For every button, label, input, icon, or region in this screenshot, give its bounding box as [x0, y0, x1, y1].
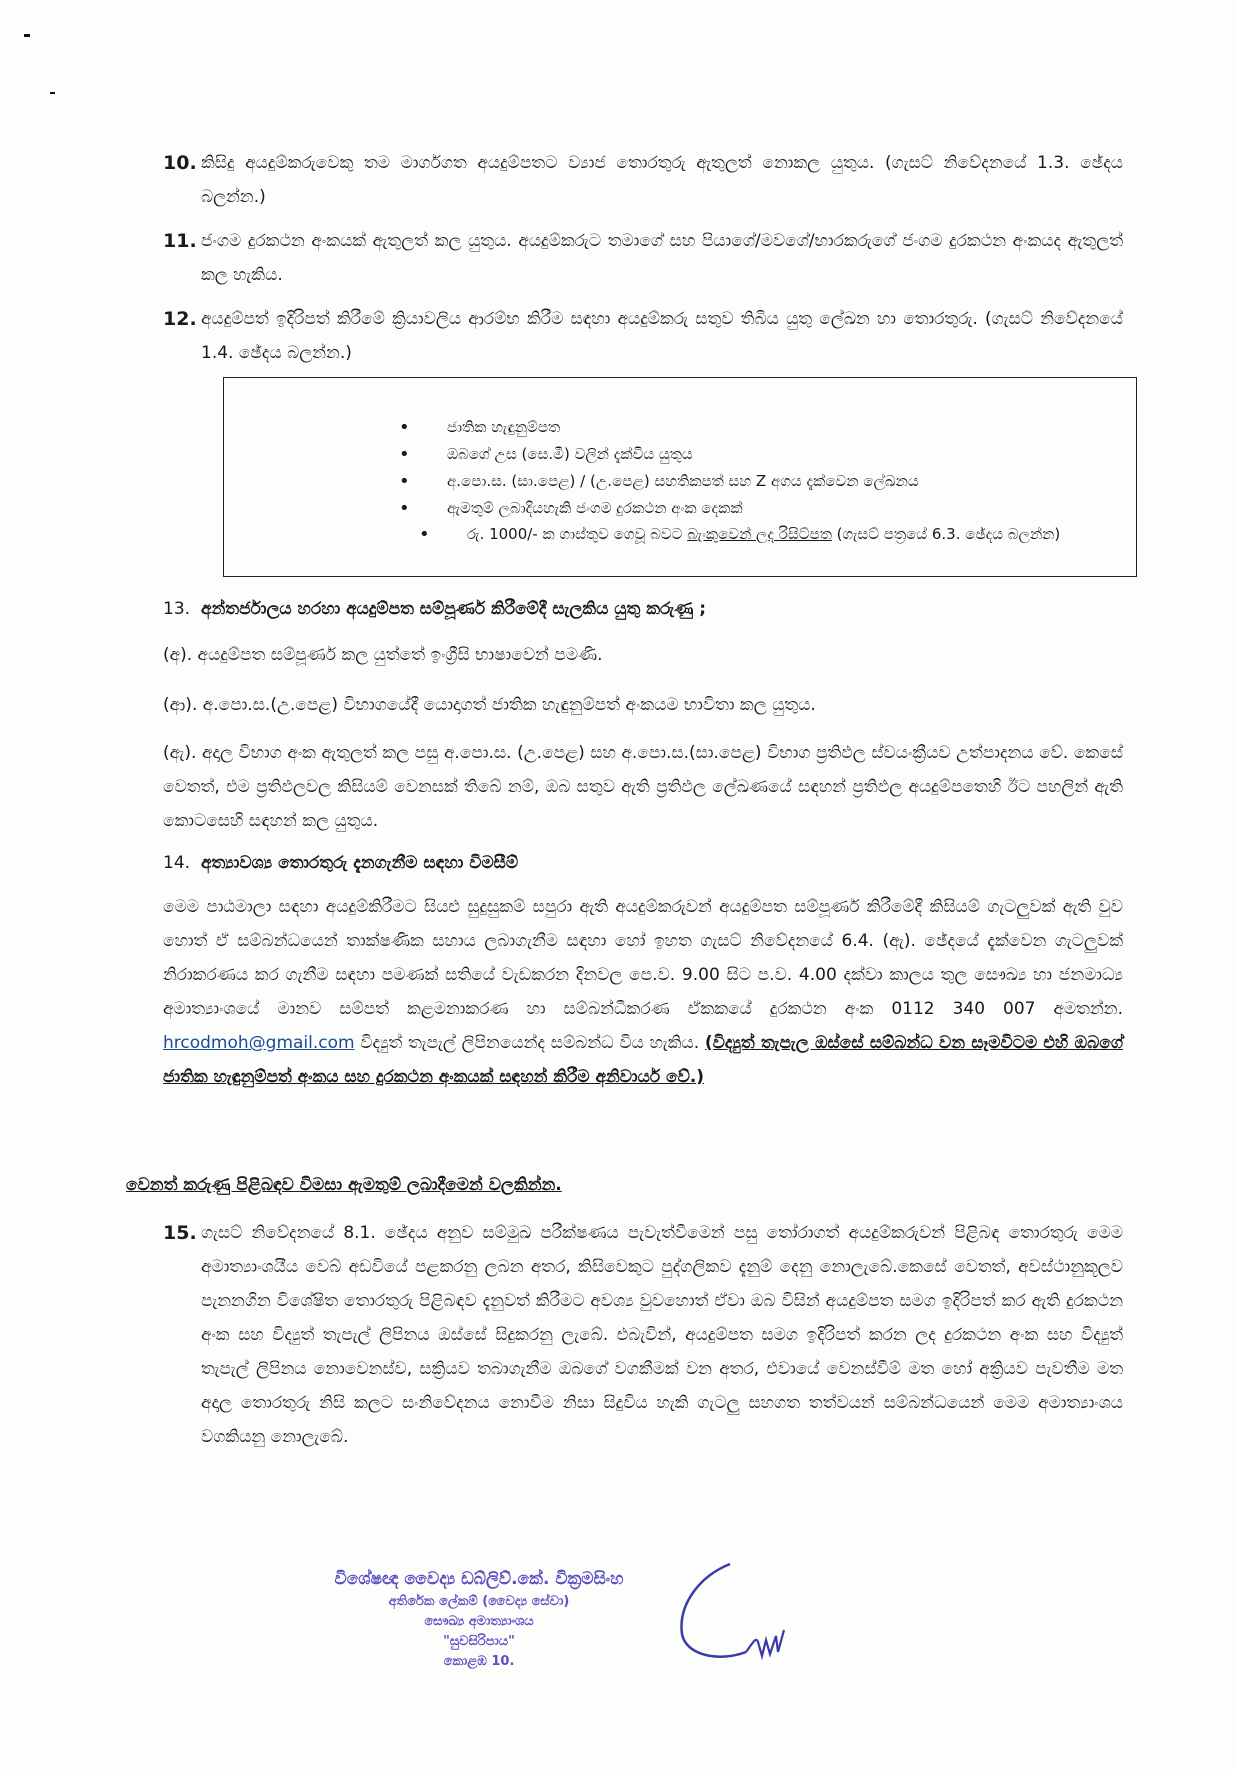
- scan-speck: [24, 34, 30, 37]
- sub-item-text: (ගැසට් පත්‍රයේ 6.3. ඡේදය බලන්න): [836, 525, 1061, 543]
- bank-receipt-text: බැංකුවෙන් ලද රිසිට්පත: [687, 525, 832, 543]
- section-heading: අත්‍යාවශ්‍ය තොරතුරු දැනගැනීම සඳහා විමසීම්: [201, 853, 519, 873]
- stamp-ministry: සෞඛ්‍ය අමාත්‍යාංශය: [424, 1614, 534, 1629]
- section14-body: [163, 890, 1123, 1094]
- item-15: [163, 1216, 1123, 1454]
- item-number: 11.: [163, 230, 197, 252]
- stamp-title: අතිරේක ලේකම් (වෛද්‍ය සේවා): [388, 1594, 570, 1609]
- list-item: • ජාතික හැඳුනුම්පත: [399, 414, 1099, 441]
- required-documents-box: [223, 377, 1137, 577]
- section13-a: (අ). අයදුම්පත සම්පූර්ණ කල යුත්තේ ඉංග්‍රීසි භාෂාවෙන් පමණි.: [163, 645, 603, 665]
- item-12: [163, 302, 1123, 370]
- item-number: 14.: [163, 853, 191, 873]
- stamp-name: විශේෂඥ වෛද්‍ය ඩබ්ලිව්.කේ. වික්‍රමසිංහ: [334, 1569, 624, 1589]
- stamp-city: කොළඹ 10.: [443, 1654, 515, 1669]
- other-matters-note: වෙනත් කරුණු පිළිබඳව විමසා ඇමතුම් ලබාදීමෙන් වලකින්න.: [126, 1175, 562, 1195]
- section13-ae: (ඇ). අදාල විභාග අංක ඇතුලත් කල පසු අ.පො.ස. (උ.පෙළ) සහ අ.පො.ස.(සා.පෙළ) විභාග ප්‍රතිඵල ස්වයංක්‍රීයව උත්පාදනය වේ. කෙසේ වෙතත්, එම ප්‍රතිඵලවල කිසියම් වෙනසක් තිබේ නම්, ඔබ සතුව ඇති ප්‍රතිඵල ලේඛණයේ සඳහන් ප්‍රතිඵල අයදුම්පතෙහි ඊට පහලින් ඇති කොටසෙහි සඳහන් කල යුතුය.: [163, 743, 1123, 831]
- list-item: • අ.පො.ස. (සා.පෙළ) / (උ.පෙළ) සහතිකපත් සහ Z අගය දැක්වෙන ලේඛනය: [399, 468, 1099, 495]
- official-stamp: [264, 1567, 694, 1707]
- item-14: [163, 846, 1123, 880]
- section14-text: මෙම පාඨමාලා සඳහා අයදුම්කිරීමට සියළු සුදුසුකම් සපුරා ඇති අයදුම්කරුවන් අයදුම්පත සම්පූර්ණ කිරීමේදී කිසියම් ගැටලුවක් ඇති වුව හොත් ඒ සම්බන්ධයෙන් තාක්ෂණික සහාය ලබාගැනීම සඳහා හෝ ඉහත ගැසට් නිවේදනයේ 6.4. (ඇ). ඡේදයේ දැක්වෙන ගැටලුවක් නිරාකරණය කර ගැනීම සඳහා පමණක් සතියේ වැඩකරන දිනවල පෙ.ව. 9.00 සිට ප.ව. 4.00 දක්වා කාලය තුල සෞඛ්‍ය හා ජනමාධ්‍ය අමාත්‍යාංශයේ මානව සම්පත් කළමනාකරණ හා සම්බන්ධීකරණ ඒකකයේ දුරකථන අංක 0112 340 007 අමතන්න.: [163, 897, 1123, 1019]
- item-number: 10.: [163, 152, 197, 174]
- list-item: • ඔබගේ උස (සෙ.මී) වලින් දැක්විය යුතුය: [399, 441, 1099, 468]
- item-text: කිසිදු අයදුම්කරුවෙකු තම මාර්ගගත අයදුම්පතට ව්‍යාජ තොරතුරු ඇතුලත් නොකල යුතුය. (ගැසට් නිවේදනයේ 1.3. ඡේදය බලන්න.): [201, 153, 1123, 207]
- sub-list-item: [399, 522, 1099, 547]
- stamp-building: "සුවසිරිපාය": [443, 1634, 515, 1649]
- item-number: 13.: [163, 599, 191, 619]
- sub-item-text: රු. 1000/- ක ගාස්තුව ගෙවූ බවට: [467, 525, 683, 543]
- item-11: [163, 224, 1123, 292]
- item-number: 12.: [163, 308, 197, 330]
- item-number: 15.: [163, 1222, 197, 1244]
- item-text: ගැසට් නිවේදනයේ 8.1. ඡේදය අනුව සම්මුඛ පරීක්ෂණය පැවැත්වීමෙන් පසු තෝරාගත් අයදුම්කරුවන් පිළිබඳ තොරතුරු මෙම අමාත්‍යාංශයීය වෙබ් අඩවියේ පළකරනු ලබන අතර, කිසිවෙකුට පුද්ගලිකව දැනුම් දෙනු නොලැබේ.කෙසේ වෙතත්, අවස්ථානුකූලව පැනනගින විශේෂිත තොරතුරු පිළිබඳව දැනුවත් කිරීමට අවශ්‍ය වුවහොත් ඒවා ඔබ විසින් අයදුම්පත සමග ඉදිරිපත් කර ඇති දුරකථන අංක සහ විද්‍යුත් තැපැල් ලිපිනය ඔස්සේ සිදුකරනු ලැබේ. එබැවින්, අයදුම්පත සමග ඉදිරිපත් කරන ලද දුරකථන අංක සහ විද්‍යුත් තැපැල් ලිපිනය නොවෙනස්ව, සක්‍රියව තබාගැනීම ඔබගේ වගකීමක් වන අතර, එවායේ වෙනස්වීම් මත හෝ අක්‍රියව පැවතීම මත අදාල තොරතුරු නිසි කලට සංනිවේදනය නොවීම නිසා සිදුවිය හැකි ගැටලු සහගත තත්වයන් සම්බන්ධයෙන් මෙම අමාත්‍යාංශය වගකියනු නොලැබේ.: [201, 1223, 1123, 1447]
- section13-aa: (ආ). අ.පො.ස.(උ.පෙළ) විභාගයේදී යොදාගත් ජාතික හැඳුනුම්පත් අංකයම භාවිතා කල යුතුය.: [163, 695, 816, 715]
- list-item: • ඇමතුම් ලබාදියහැකි ජංගම දුරකථන අංක දෙකක්: [399, 495, 1099, 522]
- signature: [660, 1556, 800, 1676]
- email-link[interactable]: hrcodmoh@gmail.com: [163, 1033, 355, 1053]
- item-10: [163, 146, 1123, 214]
- item-text: ජංගම දුරකථන අංකයක් ඇතුලත් කල යුතුය. අයදුම්කරුට තමාගේ සහ පියාගේ/මවගේ/භාරකරුගේ ජංගම දුරකථන අංකයද ඇතුලත් කල හැකිය.: [201, 231, 1123, 285]
- scan-speck: [50, 92, 55, 94]
- required-documents-list: [399, 414, 1099, 547]
- email-requirement-note: (විද්‍යුත් තැපැල ඔස්සේ සම්බන්ධ වන සෑමවිටම එහි ඔබගේ ජාතික හැඳුනුම්පත් අංකය සහ දුරකථන අංකයක් සඳහන් කිරීම අනිවාර්ය වේ.): [163, 1033, 1124, 1087]
- item-13: [163, 592, 1123, 626]
- section-heading: අන්තර්ජාලය හරහා අයදුම්පත සම්පූර්ණ කිරීමේදී සැලකිය යුතු කරුණු ;: [201, 599, 707, 619]
- section14-after-email: විද්‍යුත් තැපැල් ලිපිනයෙන්ද සම්බන්ධ විය හැකිය.: [360, 1033, 700, 1053]
- item-text: අයදුම්පත් ඉදිරිපත් කිරීමේ ක්‍රියාවලිය ආරම්භ කිරීම සඳහා අයදුම්කරු සතුව තිබිය යුතු ලේඛන හා තොරතුරු. (ගැසට් නිවේදනයේ 1.4. ඡේදය බලන්න.): [201, 309, 1123, 363]
